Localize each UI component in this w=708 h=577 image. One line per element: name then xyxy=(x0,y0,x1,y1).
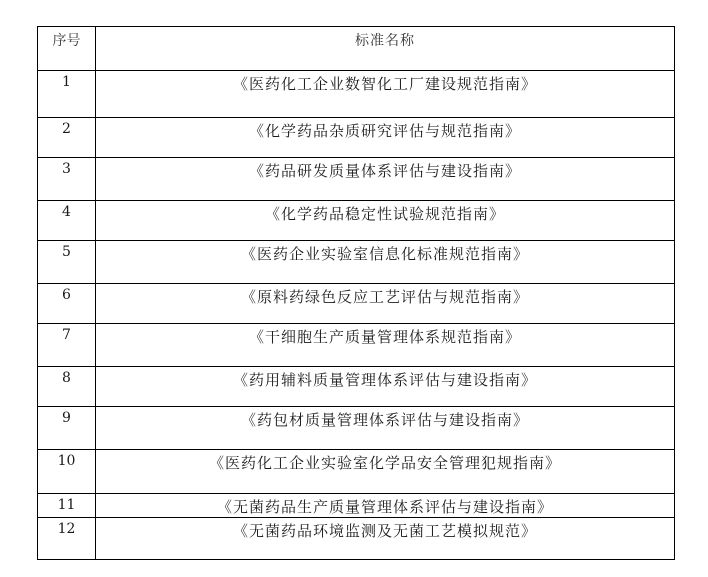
table-row xyxy=(38,201,675,241)
table-row xyxy=(38,450,675,494)
table-row xyxy=(38,518,675,560)
row-standard-name: 《无菌药品环境监测及无菌工艺模拟规范》 xyxy=(96,518,675,560)
row-standard-name: 《化学药品杂质研究评估与规范指南》 xyxy=(96,118,675,158)
table-row xyxy=(38,367,675,407)
row-index: 11 xyxy=(38,494,96,518)
table-row xyxy=(38,118,675,158)
row-index: 1 xyxy=(38,71,96,118)
row-index: 12 xyxy=(38,518,96,560)
row-standard-name: 《药用辅料质量管理体系评估与建设指南》 xyxy=(96,367,675,407)
row-index: 6 xyxy=(38,284,96,324)
table-row xyxy=(38,494,675,518)
row-index: 2 xyxy=(38,118,96,158)
table-row xyxy=(38,407,675,450)
row-index: 9 xyxy=(38,407,96,450)
row-standard-name: 《原料药绿色反应工艺评估与规范指南》 xyxy=(96,284,675,324)
row-index: 8 xyxy=(38,367,96,407)
header-name: 标准名称 xyxy=(96,27,675,71)
row-standard-name: 《医药企业实验室信息化标准规范指南》 xyxy=(96,241,675,284)
header-index: 序号 xyxy=(38,27,96,71)
table-row xyxy=(38,241,675,284)
standards-table xyxy=(37,26,675,560)
table-row xyxy=(38,324,675,367)
row-standard-name: 《无菌药品生产质量管理体系评估与建设指南》 xyxy=(96,494,675,518)
row-standard-name: 《医药化工企业数智化工厂建设规范指南》 xyxy=(96,71,675,118)
row-standard-name: 《药品研发质量体系评估与建设指南》 xyxy=(96,158,675,201)
row-index: 3 xyxy=(38,158,96,201)
table-row xyxy=(38,158,675,201)
table-row xyxy=(38,284,675,324)
row-standard-name: 《化学药品稳定性试验规范指南》 xyxy=(96,201,675,241)
row-index: 4 xyxy=(38,201,96,241)
row-index: 10 xyxy=(38,450,96,494)
table-header-row xyxy=(38,27,675,71)
row-standard-name: 《药包材质量管理体系评估与建设指南》 xyxy=(96,407,675,450)
row-standard-name: 《干细胞生产质量管理体系规范指南》 xyxy=(96,324,675,367)
row-index: 5 xyxy=(38,241,96,284)
row-standard-name: 《医药化工企业实验室化学品安全管理犯规指南》 xyxy=(96,450,675,494)
table-row xyxy=(38,71,675,118)
row-index: 7 xyxy=(38,324,96,367)
